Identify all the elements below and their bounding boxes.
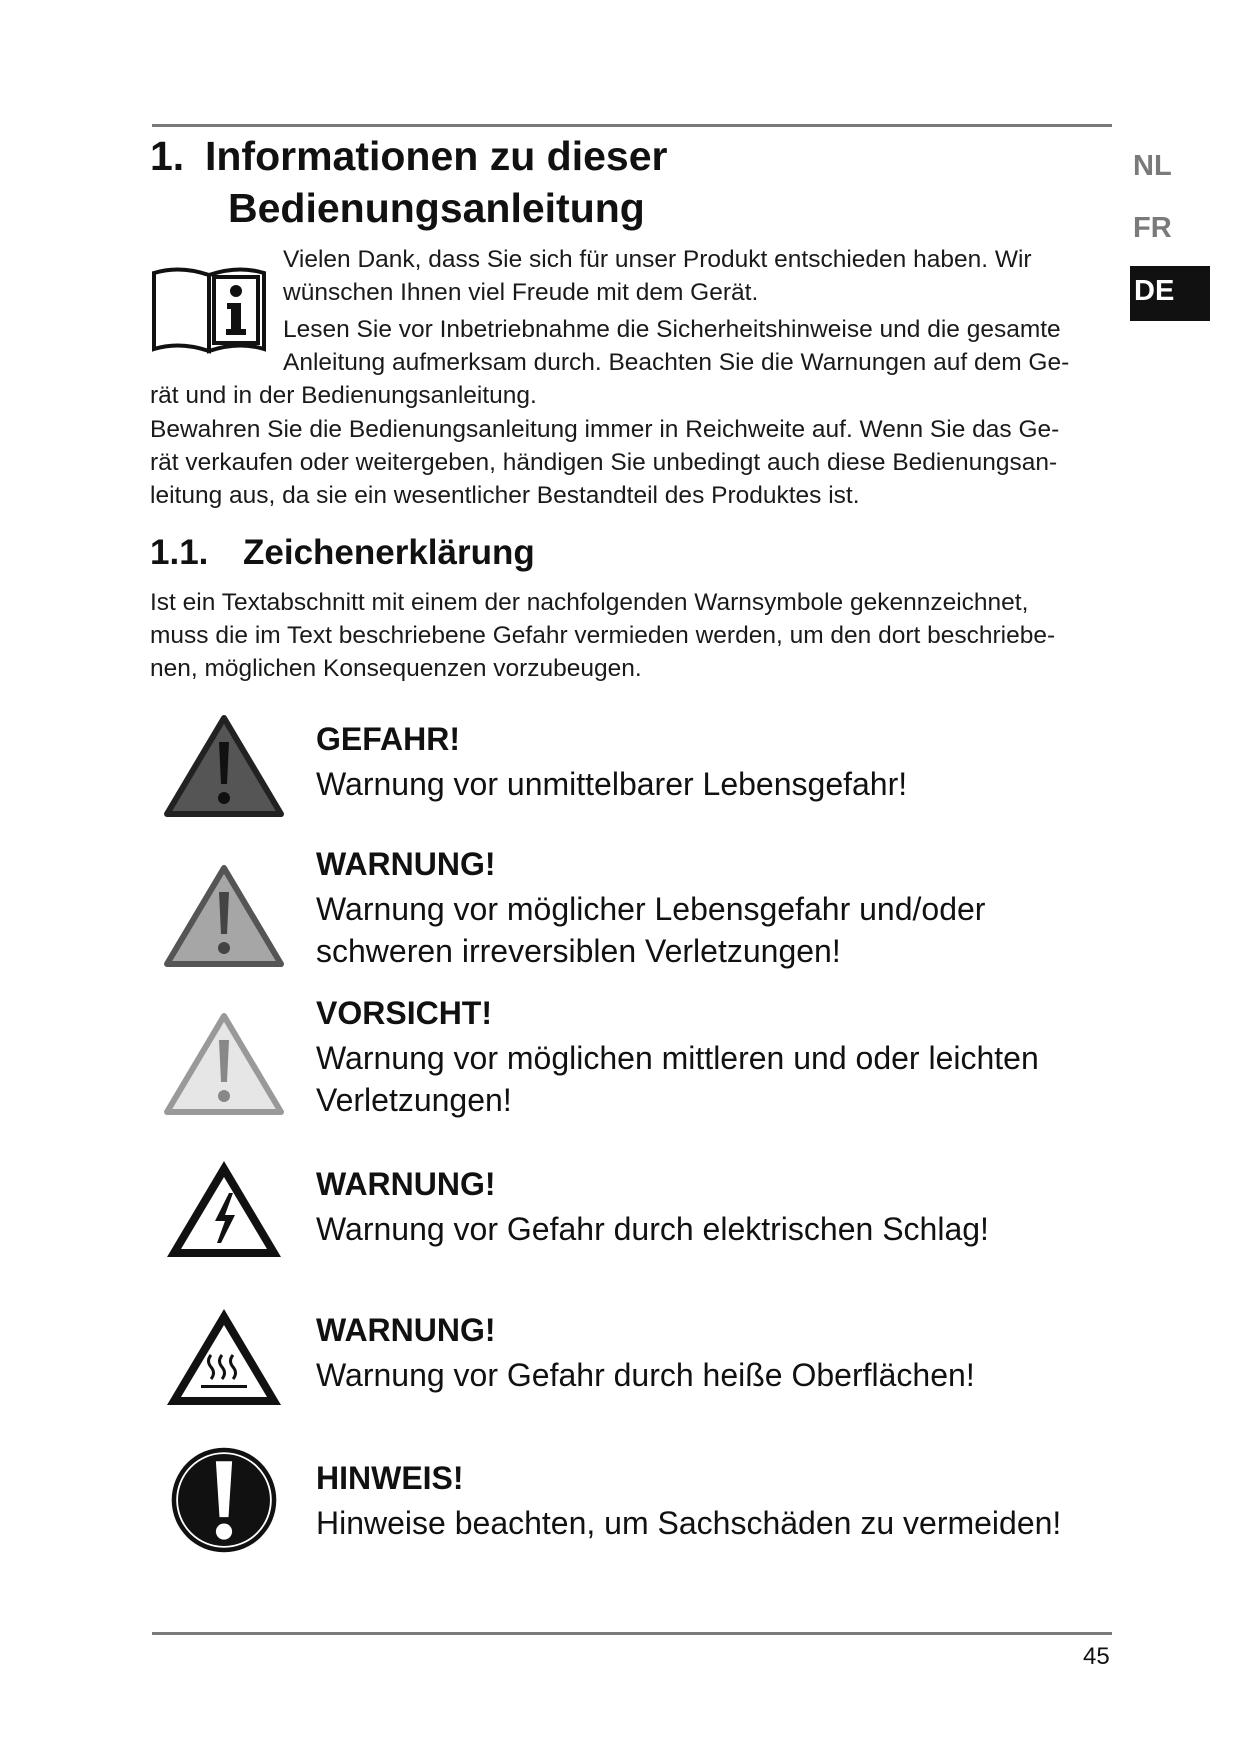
symbol-title: WARNUNG! bbox=[316, 846, 496, 882]
symbol-description: Warnung vor unmittelbarer Lebensgefahr! bbox=[316, 766, 908, 802]
intro-paragraph-1: Vielen Dank, dass Sie sich für unser Produkt entschieden haben. Wir wünschen Ihnen viel Freude mit dem Gerät. bbox=[283, 246, 1032, 306]
symbol-description: Warnung vor Gefahr durch elektrischen Schlag! bbox=[316, 1211, 989, 1247]
symbol-description: Hinweise beachten, um Sachschäden zu vermeiden! bbox=[316, 1505, 1062, 1541]
section-title: Zeichenerklärung bbox=[243, 533, 535, 572]
top-rule bbox=[152, 124, 1112, 127]
intro-paragraph-2-cont: rät und in der Bedienungsanleitung. bbox=[150, 382, 537, 409]
page-number: 45 bbox=[1083, 1643, 1110, 1670]
chapter-title-line2: Bedienungsanleitung bbox=[228, 185, 645, 231]
lang-tab-nl: NL bbox=[1133, 150, 1172, 182]
symbol-title: HINWEIS! bbox=[316, 1460, 464, 1496]
manual-info-icon bbox=[150, 265, 268, 355]
lang-tab-de: DE bbox=[1130, 266, 1210, 321]
symbol-title: WARNUNG! bbox=[316, 1166, 496, 1202]
symbol-title: WARNUNG! bbox=[316, 1312, 496, 1348]
symbol-title: VORSICHT! bbox=[316, 995, 492, 1031]
chapter-title-line1: Informationen zu dieser bbox=[205, 133, 668, 179]
electric-shock-icon bbox=[163, 1155, 285, 1265]
symbol-description: Warnung vor möglichen mittleren und oder leichten Verletzungen! bbox=[316, 1040, 1039, 1118]
notice-exclamation-icon bbox=[163, 1445, 285, 1555]
symbol-description: Warnung vor möglicher Lebensgefahr und/oder schweren irreversiblen Verletzungen! bbox=[316, 891, 986, 969]
section-paragraph: Ist ein Textabschnitt mit einem der nachfolgenden Warnsymbole gekennzeichnet, muss die im Text beschriebene Gefahr vermieden werden, um den dort beschriebe- nen, möglichen Konsequenzen vorzubeugen. bbox=[150, 589, 1056, 682]
section-number: 1.1. bbox=[150, 533, 209, 572]
hot-surface-icon bbox=[163, 1303, 285, 1413]
symbol-title: GEFAHR! bbox=[316, 721, 460, 757]
caution-triangle-icon bbox=[163, 1010, 285, 1120]
intro-paragraph-3: Bewahren Sie die Bedienungsanleitung immer in Reichweite auf. Wenn Sie das Ge- rät verkaufen oder weitergeben, händigen Sie unbedingt auch diese Bedienungsan- leitung aus, da sie ein wesentlicher Bestandteil des Produktes ist. bbox=[150, 416, 1060, 509]
lang-tab-fr: FR bbox=[1133, 212, 1172, 244]
symbol-description: Warnung vor Gefahr durch heiße Oberflächen! bbox=[316, 1357, 975, 1393]
chapter-number: 1. bbox=[150, 133, 185, 179]
bottom-rule bbox=[152, 1632, 1112, 1635]
intro-paragraph-2: Lesen Sie vor Inbetriebnahme die Sicherheitshinweise und die gesamte Anleitung aufmerksam durch. Beachten Sie die Warnungen auf dem Ge- bbox=[283, 316, 1070, 376]
warning-triangle-icon bbox=[163, 862, 285, 972]
danger-triangle-icon bbox=[163, 712, 285, 822]
